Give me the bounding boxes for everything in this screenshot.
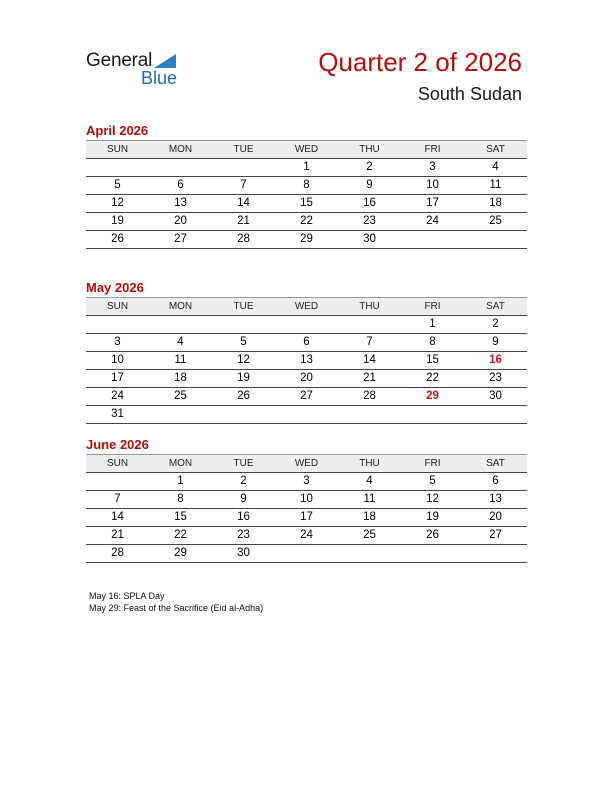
weekday-label: FRI	[424, 301, 441, 312]
weekday-label: FRI	[424, 144, 441, 155]
country-name: South Sudan	[417, 84, 522, 104]
week-row	[86, 526, 527, 544]
weekday-label: WED	[294, 458, 319, 469]
day-cell: 22	[426, 372, 439, 384]
logo-general-text: General	[86, 50, 153, 71]
day-cell: 24	[426, 215, 439, 227]
day-cell: 15	[300, 197, 313, 209]
day-cell: 28	[111, 547, 124, 559]
day-cell: 1	[429, 318, 436, 330]
logo-blue-text: Blue	[141, 68, 178, 88]
day-cell: 23	[237, 529, 250, 541]
day-cell: 16	[489, 354, 502, 366]
month-title: June 2026	[86, 437, 149, 452]
day-cell: 27	[174, 233, 187, 245]
day-cell: 14	[363, 354, 376, 366]
calendar-grid	[86, 297, 527, 424]
day-cell: 6	[303, 336, 310, 348]
day-cell: 23	[489, 372, 502, 384]
day-cell: 19	[426, 511, 439, 523]
empty-cell	[149, 316, 212, 333]
month-may	[86, 279, 527, 424]
day-cell: 21	[237, 215, 250, 227]
day-cell: 17	[111, 372, 124, 384]
week-row	[86, 158, 527, 176]
weekday-label: THU	[359, 458, 380, 469]
day-cell: 25	[363, 529, 376, 541]
weekday-label: TUE	[233, 144, 254, 155]
week-row	[86, 351, 527, 369]
day-cell: 8	[177, 493, 184, 505]
empty-cell	[212, 406, 275, 423]
day-cell: 7	[240, 179, 247, 191]
day-cell: 7	[114, 493, 121, 505]
day-cell: 16	[237, 511, 250, 523]
holiday-notes	[89, 590, 263, 614]
calendar-grid	[86, 454, 527, 563]
empty-cell	[212, 316, 275, 333]
day-cell: 11	[174, 354, 187, 366]
day-cell: 1	[303, 161, 310, 173]
week-row	[86, 230, 527, 249]
day-cell: 6	[492, 475, 499, 487]
empty-cell	[401, 231, 464, 248]
day-cell: 26	[426, 529, 439, 541]
weekday-label: THU	[359, 144, 380, 155]
day-cell: 20	[300, 372, 313, 384]
day-cell: 4	[492, 161, 499, 173]
empty-cell	[212, 159, 275, 176]
day-cell: 14	[237, 197, 250, 209]
weekday-label: SUN	[106, 458, 129, 469]
day-cell: 10	[111, 354, 124, 366]
empty-cell	[464, 545, 527, 562]
day-cell: 12	[111, 197, 124, 209]
day-cell: 24	[300, 529, 313, 541]
day-cell: 7	[366, 336, 373, 348]
day-cell: 10	[426, 179, 439, 191]
day-cell: 9	[366, 179, 373, 191]
day-cell: 23	[363, 215, 376, 227]
day-cell: 29	[300, 233, 313, 245]
weekday-label: TUE	[233, 301, 254, 312]
weekday-label: MON	[168, 301, 193, 312]
day-cell: 12	[426, 493, 439, 505]
day-cell: 20	[174, 215, 187, 227]
day-cell: 18	[363, 511, 376, 523]
week-row	[86, 333, 527, 351]
day-cell: 28	[237, 233, 250, 245]
day-cell: 4	[366, 475, 373, 487]
day-cell: 21	[111, 529, 124, 541]
week-row	[86, 369, 527, 387]
day-cell: 19	[237, 372, 250, 384]
weekday-label: MON	[168, 458, 193, 469]
empty-cell	[401, 406, 464, 423]
weekday-label: MON	[168, 144, 193, 155]
weekday-label: SAT	[486, 458, 505, 469]
empty-cell	[86, 473, 149, 490]
day-cell: 26	[237, 390, 250, 402]
weekday-label: FRI	[424, 458, 441, 469]
day-cell: 12	[237, 354, 250, 366]
empty-cell	[464, 406, 527, 423]
month-title: April 2026	[86, 123, 149, 138]
day-cell: 15	[174, 511, 187, 523]
day-cell: 18	[174, 372, 187, 384]
empty-cell	[275, 406, 338, 423]
empty-cell	[338, 406, 401, 423]
empty-cell	[338, 545, 401, 562]
week-row	[86, 315, 527, 333]
empty-cell	[401, 545, 464, 562]
week-row	[86, 472, 527, 490]
day-cell: 31	[111, 408, 124, 420]
day-cell: 28	[363, 390, 376, 402]
day-cell: 11	[489, 179, 502, 191]
holiday-note: May 29: Feast of the Sacrifice (Eid al-Adha)	[89, 603, 264, 613]
weekday-header	[86, 297, 527, 315]
day-cell: 1	[177, 475, 184, 487]
day-cell: 29	[174, 547, 187, 559]
day-cell: 19	[111, 215, 124, 227]
day-cell: 27	[300, 390, 313, 402]
week-row	[86, 176, 527, 194]
weekday-label: WED	[294, 301, 319, 312]
day-cell: 17	[300, 511, 313, 523]
day-cell: 21	[363, 372, 376, 384]
day-cell: 2	[240, 475, 247, 487]
weekday-label: SAT	[486, 144, 505, 155]
day-cell: 6	[177, 179, 184, 191]
day-cell: 30	[237, 547, 250, 559]
week-row	[86, 544, 527, 563]
day-cell: 9	[240, 493, 247, 505]
weekday-label: SAT	[486, 301, 505, 312]
day-cell: 4	[177, 336, 184, 348]
empty-cell	[86, 316, 149, 333]
weekday-header	[86, 454, 527, 472]
day-cell: 26	[111, 233, 124, 245]
day-cell: 13	[174, 197, 187, 209]
day-cell: 11	[363, 493, 376, 505]
week-row	[86, 194, 527, 212]
day-cell: 13	[489, 493, 502, 505]
day-cell: 22	[300, 215, 313, 227]
day-cell: 20	[489, 511, 502, 523]
page-title: Quarter 2 of 2026	[318, 47, 522, 77]
day-cell: 22	[174, 529, 187, 541]
month-title: May 2026	[86, 280, 144, 295]
day-cell: 9	[492, 336, 499, 348]
weekday-label: TUE	[233, 458, 254, 469]
weekday-label: THU	[359, 301, 380, 312]
week-row	[86, 405, 527, 424]
holiday-note: May 16: SPLA Day	[89, 591, 165, 601]
weekday-label: SUN	[106, 301, 129, 312]
day-cell: 17	[426, 197, 439, 209]
weekday-label: SUN	[106, 144, 129, 155]
weekday-header	[86, 140, 527, 158]
day-cell: 8	[429, 336, 436, 348]
day-cell: 30	[363, 233, 376, 245]
month-april	[86, 122, 527, 249]
day-cell: 8	[303, 179, 310, 191]
empty-cell	[275, 545, 338, 562]
empty-cell	[338, 316, 401, 333]
day-cell: 14	[111, 511, 124, 523]
week-row	[86, 212, 527, 230]
day-cell: 25	[174, 390, 187, 402]
empty-cell	[275, 316, 338, 333]
day-cell: 27	[489, 529, 502, 541]
week-row	[86, 508, 527, 526]
day-cell: 2	[492, 318, 499, 330]
day-cell: 15	[426, 354, 439, 366]
day-cell: 30	[489, 390, 502, 402]
day-cell: 5	[114, 179, 121, 191]
day-cell: 13	[300, 354, 313, 366]
day-cell: 18	[489, 197, 502, 209]
week-row	[86, 490, 527, 508]
day-cell: 3	[429, 161, 436, 173]
empty-cell	[464, 231, 527, 248]
empty-cell	[86, 159, 149, 176]
day-cell: 2	[366, 161, 373, 173]
day-cell: 16	[363, 197, 376, 209]
calendar-grid	[86, 140, 527, 249]
empty-cell	[149, 406, 212, 423]
empty-cell	[149, 159, 212, 176]
week-row	[86, 387, 527, 405]
day-cell: 3	[114, 336, 121, 348]
weekday-label: WED	[294, 144, 319, 155]
day-cell: 10	[300, 493, 313, 505]
logo-triangle-icon	[154, 54, 176, 68]
day-cell: 5	[429, 475, 436, 487]
month-june	[86, 436, 527, 563]
day-cell: 29	[426, 390, 439, 402]
day-cell: 5	[240, 336, 247, 348]
generalblue-logo	[86, 50, 196, 90]
day-cell: 3	[303, 475, 310, 487]
day-cell: 24	[111, 390, 124, 402]
day-cell: 25	[489, 215, 502, 227]
